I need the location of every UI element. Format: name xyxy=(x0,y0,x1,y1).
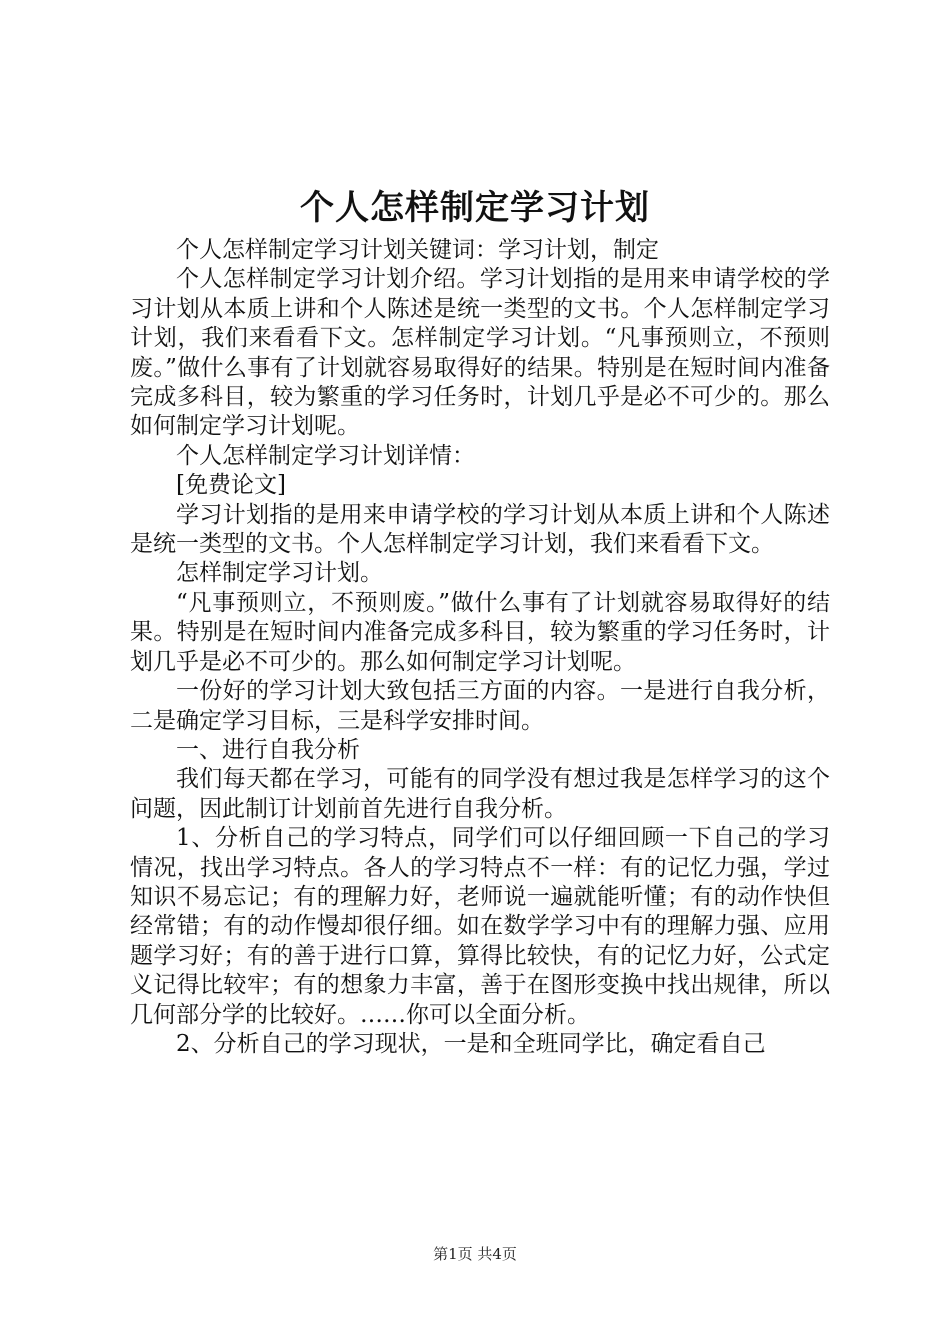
paragraph-point-1: 1、分析自己的学习特点，同学们可以仔细回顾一下自己的学习情况，找出学习特点。各人的学习特点不一样：有的记忆力强，学过知识不易忘记；有的理解力好，老师说一遍就能听懂；有的动作快但经常错；有的动作慢却很仔细。如在数学学习中有的理解力强、应用题学习好；有的善于进行口算，算得比较快，有的记忆力好，公式定义记得比较牢；有的想象力丰富，善于在图形变换中找出规律，所以几何部分学的比较好。……你可以全面分析。 xyxy=(130,825,830,1028)
paragraph-how-to: 怎样制定学习计划。 xyxy=(176,560,383,587)
page-footer: 第1页 共4页 xyxy=(433,1245,517,1263)
paragraph-point-2: 2、分析自己的学习现状，一是和全班同学比，确定看自己 xyxy=(176,1030,766,1057)
paragraph-self-analysis-intro: 我们每天都在学习，可能有的同学没有想过我是怎样学习的这个问题，因此制订计划前首先进行自我分析。 xyxy=(130,766,830,822)
paragraph-proverb: “凡事预则立，不预则废。”做什么事有了计划就容易取得好的结果。特别是在短时间内准备完成多科目，较为繁重的学习任务时，计划几乎是必不可少的。那么如何制定学习计划呢。 xyxy=(130,589,830,675)
paragraph-keywords: 个人怎样制定学习计划关键词：学习计划，制定 xyxy=(176,237,659,263)
paragraph-details-heading: 个人怎样制定学习计划详情： xyxy=(176,442,475,469)
section-heading-self-analysis: 一、进行自我分析 xyxy=(176,736,360,763)
paragraph-three-aspects: 一份好的学习计划大致包括三方面的内容。一是进行自我分析，二是确定学习目标，三是科学安排时间。 xyxy=(130,678,830,734)
document-body xyxy=(130,236,830,1059)
paragraph-free-paper: [免费论文] xyxy=(176,472,286,499)
document-title: 个人怎样制定学习计划 xyxy=(300,188,650,228)
paragraph-definition: 学习计划指的是用来申请学校的学习计划从本质上讲和个人陈述是统一类型的文书。个人怎样制定学习计划，我们来看看下文。 xyxy=(130,501,830,558)
paragraph-intro: 个人怎样制定学习计划介绍。学习计划指的是用来申请学校的学习计划从本质上讲和个人陈述是统一类型的文书。个人怎样制定学习计划，我们来看看下文。怎样制定学习计划。“凡事预则立，不预则废。”做什么事有了计划就容易取得好的结果。特别是在短时间内准备完成多科目，较为繁重的学习任务时，计划几乎是必不可少的。那么如何制定学习计划呢。 xyxy=(130,266,830,440)
